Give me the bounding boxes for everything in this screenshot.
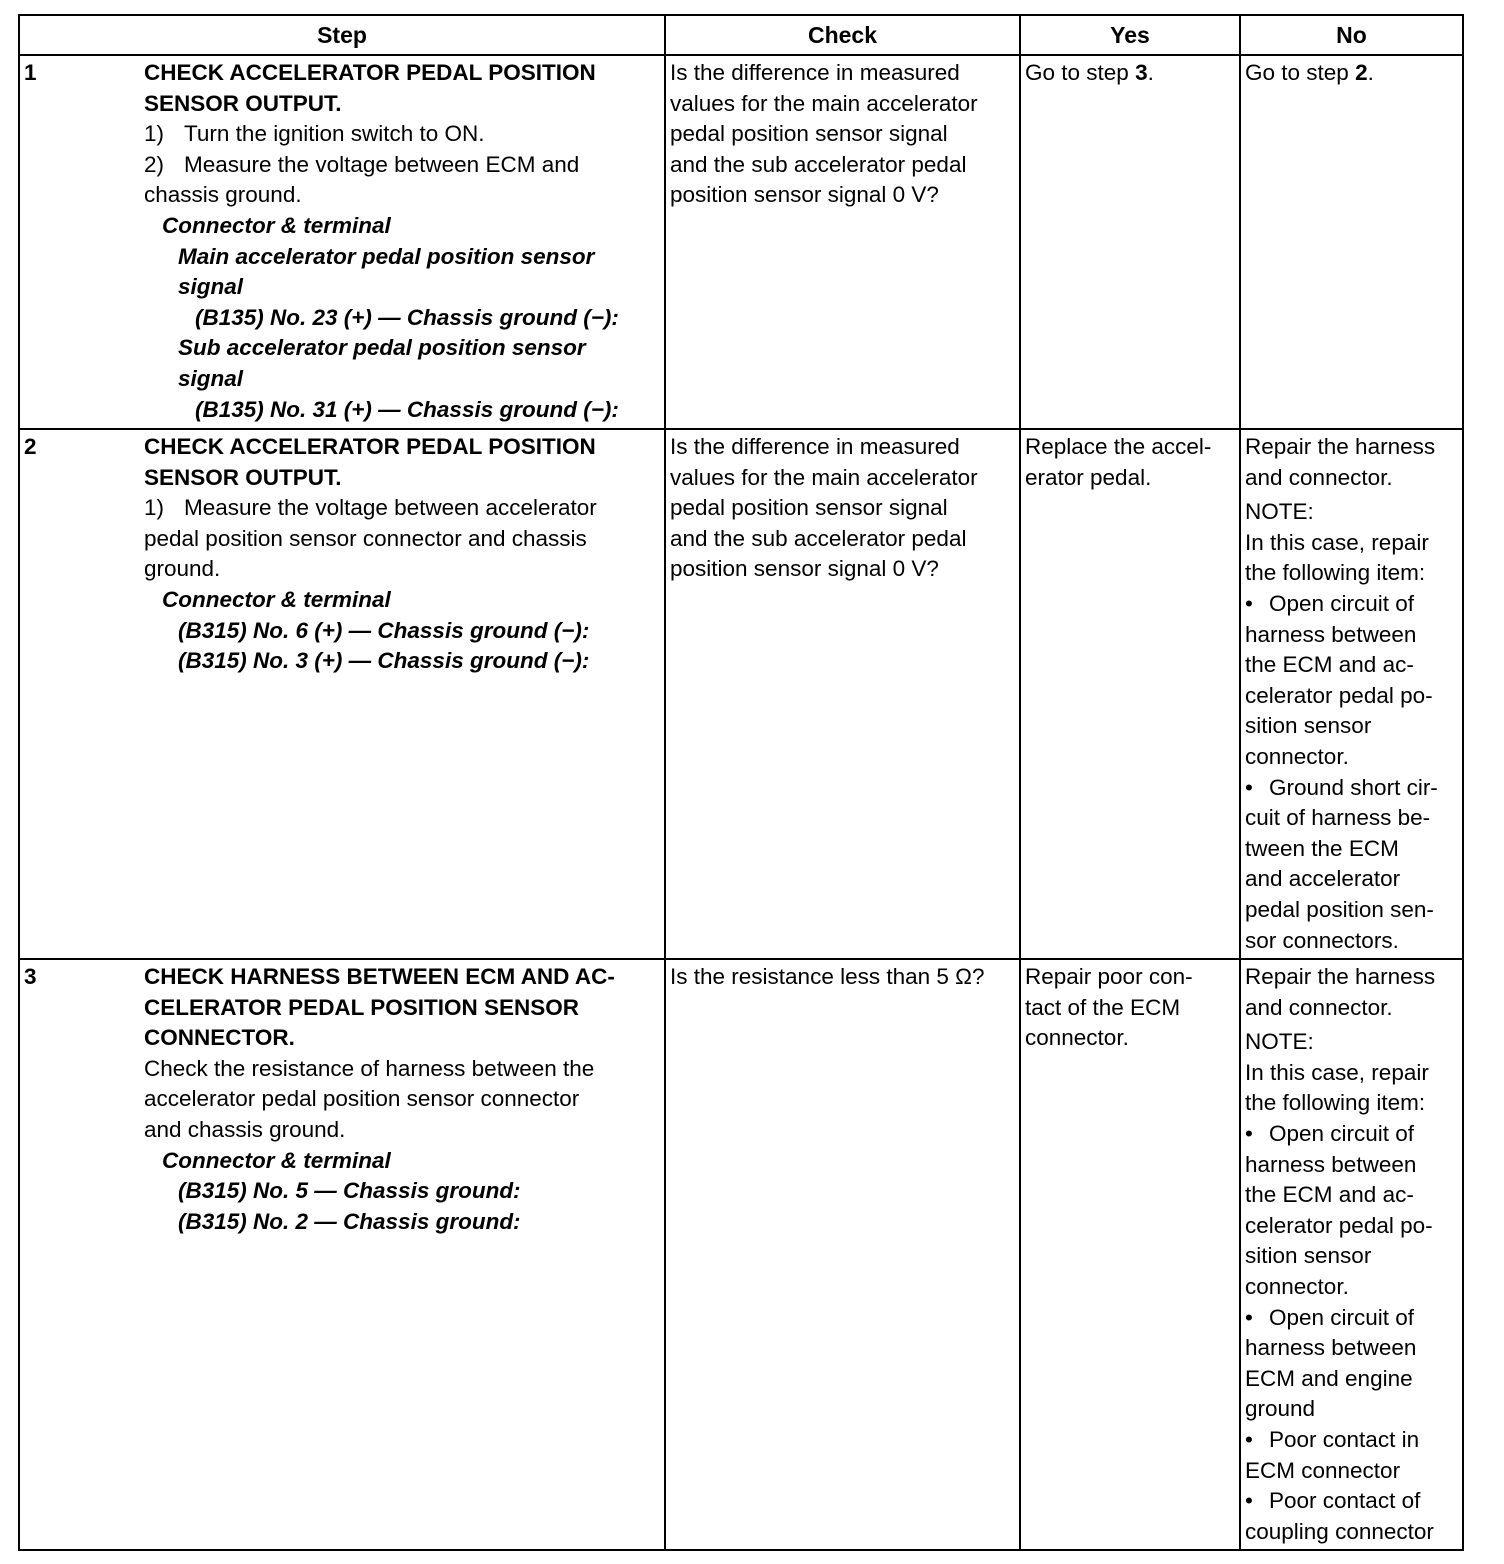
bullet-item — [1245, 1486, 1458, 1517]
connector-label: Connector & terminal — [162, 212, 391, 238]
instruction-number: 2) — [144, 151, 165, 177]
check-line: and the sub accelerator pedal — [670, 151, 967, 177]
table-row — [19, 55, 1463, 429]
step-title-line: CHECK HARNESS BETWEEN ECM AND AC- — [144, 964, 615, 990]
bullet-item — [1245, 1119, 1458, 1150]
bullet-text: Open circuit of — [1269, 1304, 1415, 1330]
terminal-spec: (B315) No. 5 — Chassis ground: — [178, 1178, 521, 1204]
no-line: and connector. — [1245, 994, 1393, 1020]
bullet-text: pedal position sen- — [1245, 896, 1434, 922]
bullet-icon: • — [1245, 1488, 1253, 1514]
no-cell — [1240, 959, 1463, 1550]
bullet-text: ECM connector — [1245, 1457, 1401, 1483]
step-number: 3 — [24, 964, 37, 990]
no-cell — [1240, 429, 1463, 959]
note-label: NOTE: — [1245, 1029, 1314, 1055]
bullet-text: ECM and engine — [1245, 1365, 1413, 1391]
yes-line: erator pedal. — [1025, 464, 1152, 490]
step-body — [144, 430, 664, 679]
connector-label: Connector & terminal — [162, 586, 391, 612]
bullet-text: Open circuit of — [1269, 1121, 1415, 1147]
table-row — [19, 429, 1463, 959]
header-check: Check — [665, 15, 1020, 55]
yes-text: . — [1147, 60, 1154, 85]
bullet-text: Open circuit of — [1269, 590, 1415, 616]
bullet-text: connector. — [1245, 1274, 1349, 1300]
bullet-text: celerator pedal po- — [1245, 682, 1433, 708]
no-line: In this case, repair — [1245, 1059, 1429, 1085]
instruction-continuation: ground. — [144, 556, 221, 582]
bullet-text: sition sensor — [1245, 713, 1372, 739]
step-number: 2 — [24, 434, 37, 459]
no-line: Repair the harness — [1245, 434, 1436, 459]
signal-label: signal — [178, 365, 244, 391]
bullet-text: tween the ECM — [1245, 835, 1399, 861]
check-line: pedal position sensor signal — [670, 495, 948, 521]
bullet-text: harness between — [1245, 1335, 1417, 1361]
bullet-text: cuit of harness be- — [1245, 805, 1431, 831]
bullet-icon: • — [1245, 1304, 1253, 1330]
yes-cell — [1020, 959, 1240, 1550]
connector-label: Connector & terminal — [162, 1147, 391, 1173]
yes-line: connector. — [1025, 1025, 1129, 1051]
step-body — [144, 56, 664, 427]
check-cell — [665, 959, 1020, 1550]
step-link: 3 — [1135, 60, 1148, 85]
header-yes: Yes — [1020, 15, 1240, 55]
no-text: . — [1367, 60, 1374, 85]
bullet-text: Ground short cir- — [1269, 774, 1438, 800]
instruction-text: accelerator pedal position sensor connector — [144, 1086, 580, 1112]
yes-cell — [1020, 429, 1240, 959]
step-title-line: CONNECTOR. — [144, 1025, 295, 1051]
step-title-line: SENSOR OUTPUT. — [144, 90, 342, 116]
bullet-text: harness between — [1245, 1151, 1417, 1177]
bullet-item — [1245, 1303, 1458, 1334]
step-title-line: SENSOR OUTPUT. — [144, 464, 342, 490]
signal-label: Sub accelerator pedal position sensor — [178, 335, 586, 361]
bullet-text: harness between — [1245, 621, 1417, 647]
bullet-text: the ECM and ac- — [1245, 1182, 1414, 1208]
step-link: 2 — [1355, 60, 1368, 85]
step-title — [144, 962, 660, 1054]
step-cell — [19, 429, 665, 959]
check-line: Is the difference in measured — [670, 434, 960, 459]
bullet-text: the ECM and ac- — [1245, 652, 1414, 678]
diagnostic-table — [18, 14, 1464, 1551]
instruction-text: and chassis ground. — [144, 1117, 346, 1143]
step-title-line: CELERATOR PEDAL POSITION SENSOR — [144, 994, 580, 1020]
check-line: position sensor signal 0 V? — [670, 556, 939, 582]
step-body — [144, 960, 664, 1239]
note-label: NOTE: — [1245, 499, 1314, 525]
instruction-text: Measure the voltage between ECM and — [184, 151, 580, 177]
check-cell — [665, 55, 1020, 429]
header-no: No — [1240, 15, 1463, 55]
step-title — [144, 58, 660, 119]
no-line: and connector. — [1245, 464, 1393, 490]
bullet-item — [1245, 1425, 1458, 1456]
step-number: 1 — [24, 60, 37, 85]
no-line: In this case, repair — [1245, 529, 1429, 555]
no-line: Repair the harness — [1245, 964, 1436, 990]
no-cell — [1240, 55, 1463, 429]
yes-text: Go to step — [1025, 60, 1136, 85]
table-row — [19, 959, 1463, 1550]
instruction-number: 1) — [144, 495, 165, 521]
check-cell — [665, 429, 1020, 959]
header-step: Step — [19, 15, 665, 55]
yes-line: Repair poor con- — [1025, 964, 1193, 990]
instruction-continuation: chassis ground. — [144, 182, 302, 208]
instruction-text: Check the resistance of harness between the — [144, 1055, 595, 1081]
terminal-spec: (B315) No. 2 — Chassis ground: — [178, 1208, 521, 1234]
bullet-text: coupling connector — [1245, 1518, 1434, 1544]
check-line: values for the main accelerator — [670, 90, 978, 116]
instruction-continuation: pedal position sensor connector and chassis — [144, 525, 587, 551]
bullet-icon: • — [1245, 1121, 1253, 1147]
check-line: and the sub accelerator pedal — [670, 525, 967, 551]
check-line: position sensor signal 0 V? — [670, 182, 939, 208]
terminal-spec: (B135) No. 23 (+) — Chassis ground (−): — [195, 304, 619, 330]
bullet-text: connector. — [1245, 743, 1349, 769]
terminal-spec: (B315) No. 6 (+) — Chassis ground (−): — [178, 617, 590, 643]
instruction-text: Measure the voltage between accelerator — [184, 495, 597, 521]
instruction — [144, 150, 660, 181]
yes-line: Replace the accel- — [1025, 434, 1212, 459]
check-line: Is the resistance less than 5 Ω? — [670, 964, 985, 990]
bullet-icon: • — [1245, 590, 1253, 616]
check-line: pedal position sensor signal — [670, 121, 948, 147]
header-row — [19, 15, 1463, 55]
bullet-text: ground — [1245, 1396, 1316, 1422]
no-line: the following item: — [1245, 560, 1426, 586]
bullet-icon: • — [1245, 1427, 1253, 1452]
bullet-icon: • — [1245, 774, 1253, 800]
bullet-text: sition sensor — [1245, 1243, 1372, 1269]
bullet-text: and accelerator — [1245, 866, 1401, 892]
check-line: values for the main accelerator — [670, 464, 978, 490]
instruction — [144, 119, 660, 150]
step-title-line: CHECK ACCELERATOR PEDAL POSITION — [144, 60, 596, 85]
step-cell — [19, 55, 665, 429]
signal-label: signal — [178, 274, 244, 300]
bullet-item — [1245, 773, 1458, 804]
step-cell — [19, 959, 665, 1550]
yes-cell — [1020, 55, 1240, 429]
signal-label: Main accelerator pedal position sensor — [178, 243, 595, 269]
bullet-text: Poor contact in — [1269, 1427, 1420, 1452]
terminal-spec: (B135) No. 31 (+) — Chassis ground (−): — [195, 396, 619, 422]
bullet-text: celerator pedal po- — [1245, 1212, 1433, 1238]
bullet-text: Poor contact of — [1269, 1488, 1421, 1514]
bullet-item — [1245, 589, 1458, 620]
check-line: Is the difference in measured — [670, 60, 960, 85]
bullet-text: sor connectors. — [1245, 927, 1399, 953]
terminal-spec: (B315) No. 3 (+) — Chassis ground (−): — [178, 648, 590, 674]
instruction — [144, 493, 660, 524]
yes-line: tact of the ECM — [1025, 994, 1181, 1020]
no-line: the following item: — [1245, 1090, 1426, 1116]
no-text: Go to step — [1245, 60, 1356, 85]
step-title — [144, 432, 660, 493]
instruction-text: Turn the ignition switch to ON. — [184, 121, 485, 147]
instruction-number: 1) — [144, 121, 165, 147]
step-title-line: CHECK ACCELERATOR PEDAL POSITION — [144, 434, 596, 459]
